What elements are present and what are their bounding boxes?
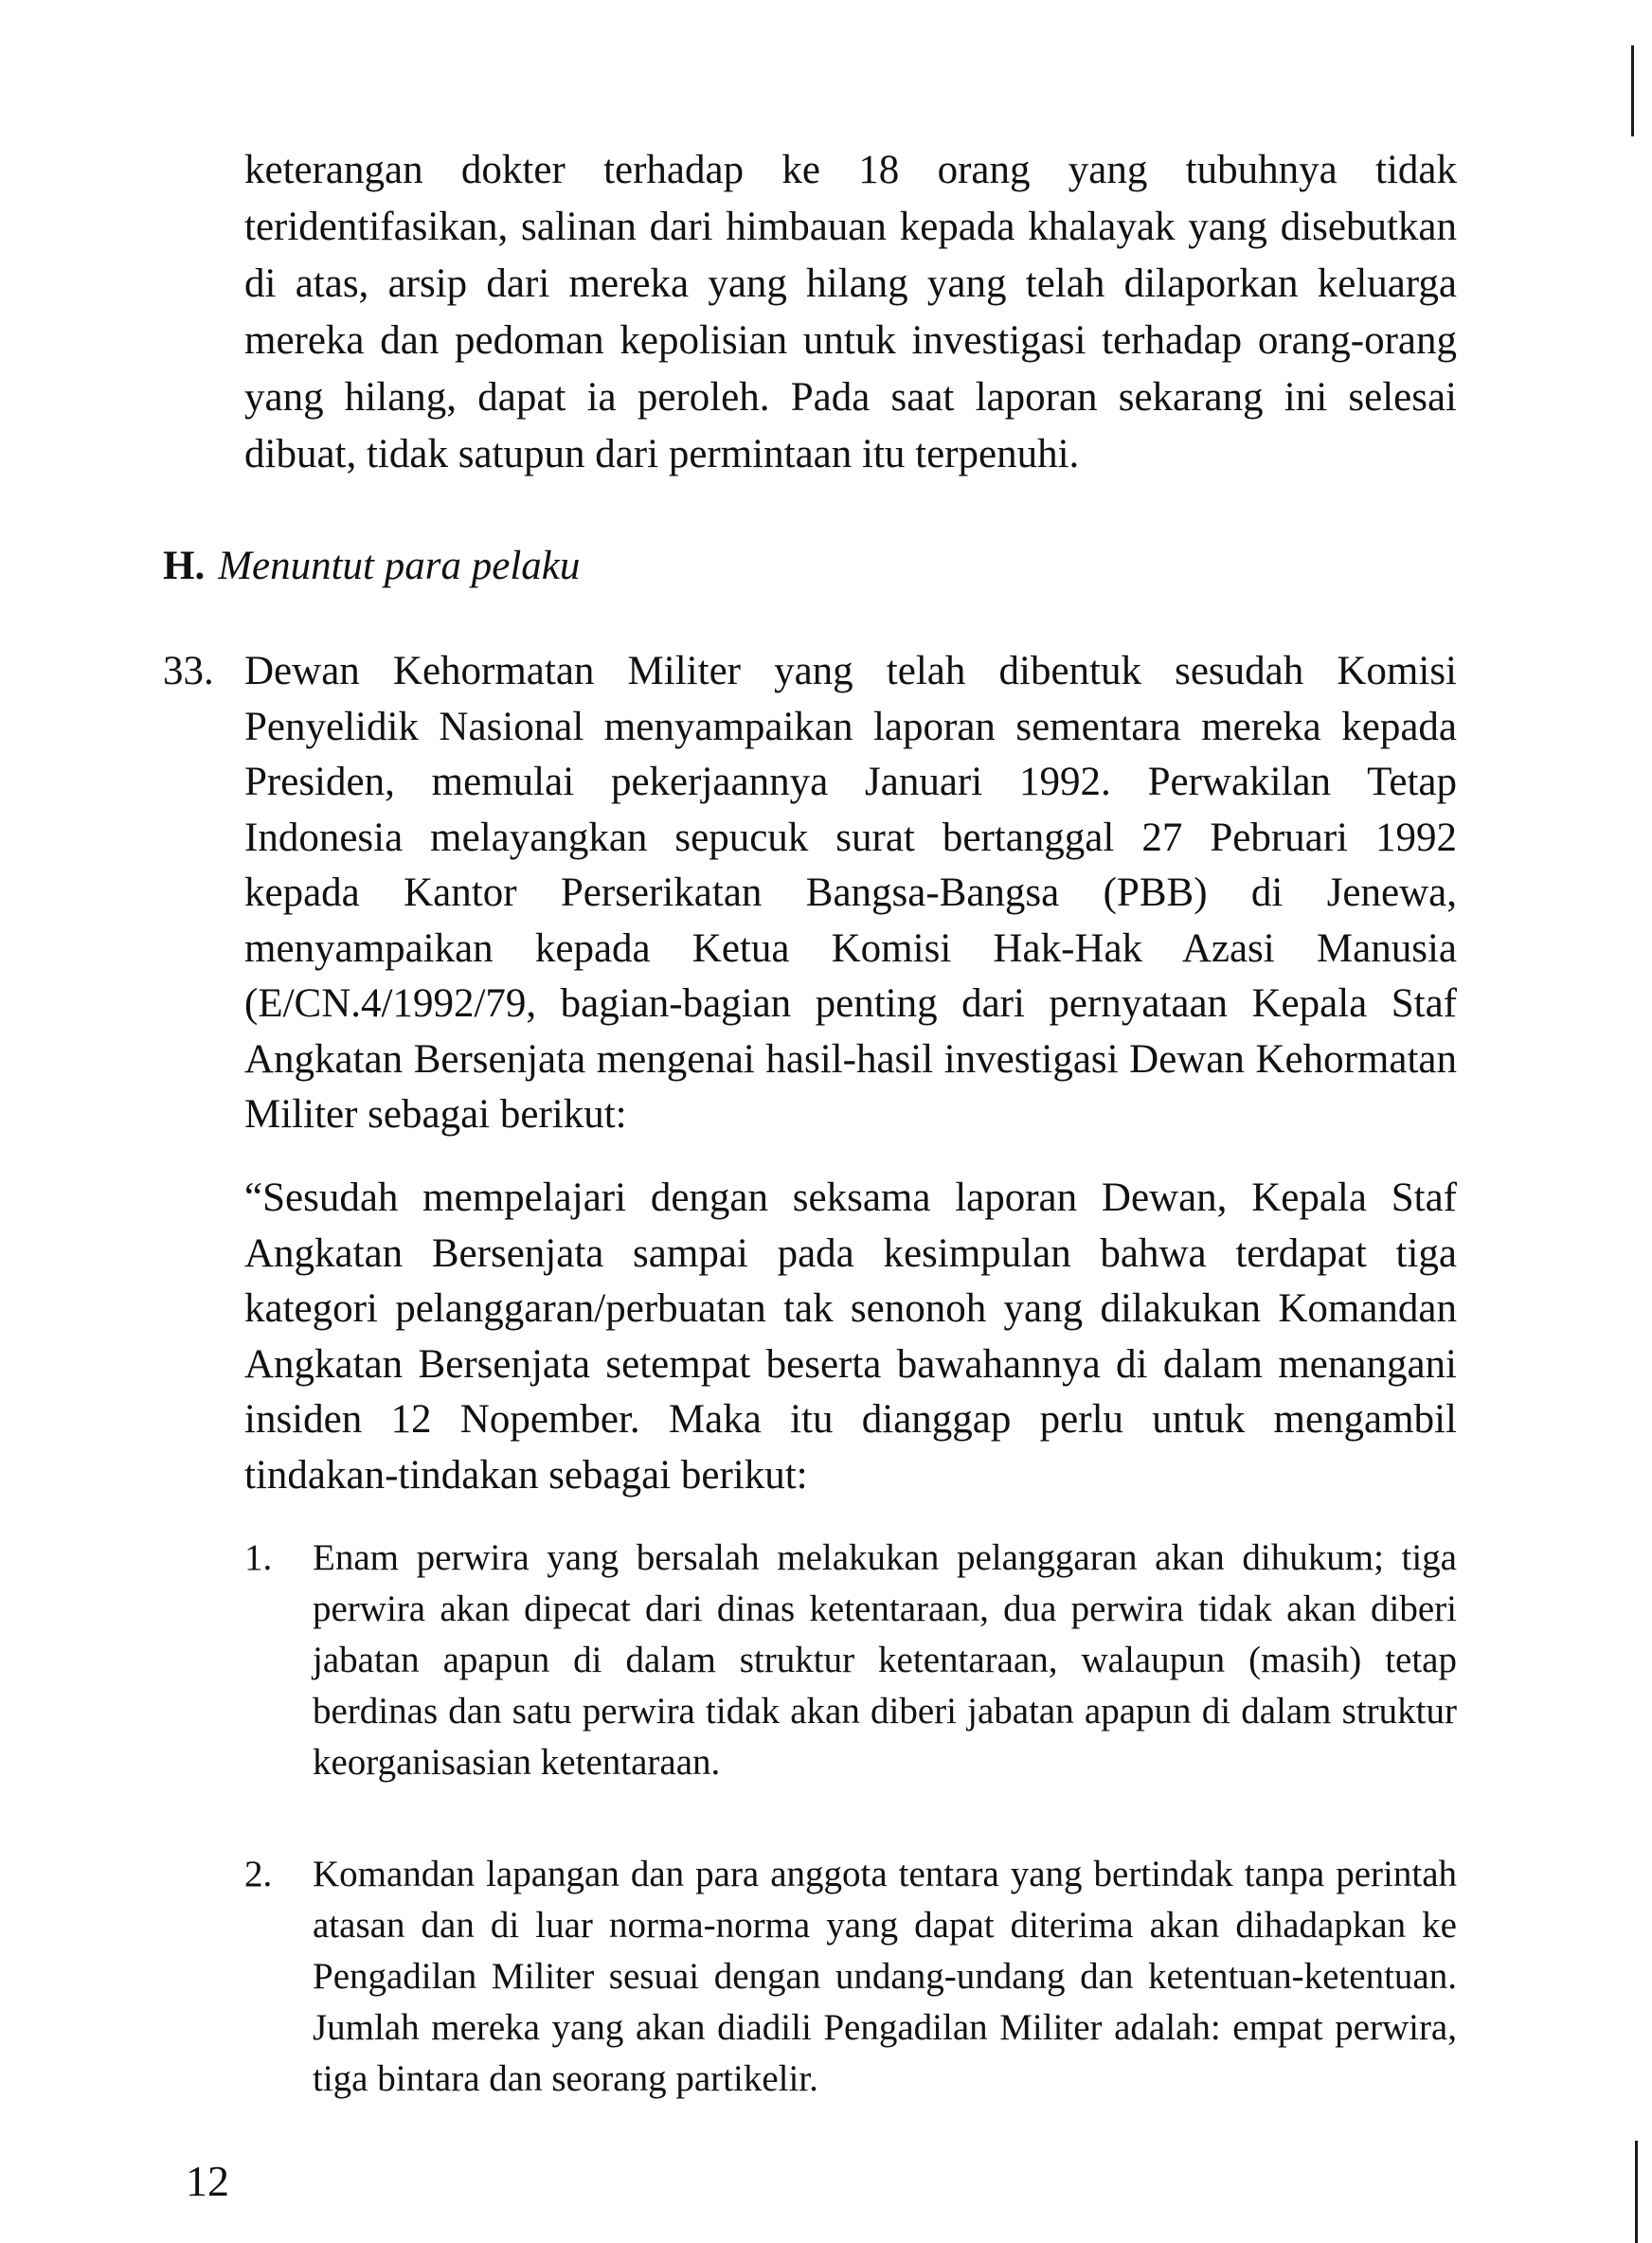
- intro-paragraph: keterangan dokter terhadap ke 18 orang yang tubuhnya tidak teridentifasikan, salinan dari himbauan kepada khalayak yang disebutkan di atas, arsip dari mereka yang hilang yang telah dilaporkan keluarga mereka dan pedoman kepolisian untuk investigasi terhadap orang-orang yang hilang, dapat ia peroleh. Pada saat laporan sekarang ini selesai dibuat, tidak satupun dari permintaan itu terpenuhi.: [244, 148, 1457, 476]
- section-title: Menuntut para pelaku: [218, 544, 581, 588]
- numbered-paragraph-33: [163, 644, 1457, 1143]
- section-letter: H.: [163, 544, 206, 588]
- paragraph-text: Dewan Kehormatan Militer yang telah dibentuk sesudah Komisi Penyelidik Nasional menyampaikan laporan sementara mereka kepada Presiden, memulai pekerjaannya Januari 1992. Perwakilan Tetap Indonesia melayangkan sepucuk surat bertanggal 27 Pebruari 1992 kepada Kantor Perserikatan Bangsa-Bangsa (PBB) di Jenewa, menyampaikan kepada Ketua Komisi Hak-Hak Azasi Manusia (E/CN.4/1992/79, bagian-bagian penting dari pernyataan Kepala Staf Angkatan Bersenjata mengenai hasil-hasil investigasi Dewan Kehormatan Militer sebagai berikut:: [244, 649, 1457, 1137]
- list-item-text: Komandan lapangan dan para anggota tentara yang bertindak tanpa perintah atasan dan di luar norma-norma yang dapat diterima akan dihadapkan ke Pengadilan Militer sesuai dengan undang-undang dan ketentuan-ketentuan. Jumlah mereka yang akan diadili Pengadilan Militer adalah: empat perwira, tiga bintara dan seorang partikelir.: [313, 1854, 1457, 2099]
- scan-edge-mark-top: [1631, 45, 1634, 136]
- paragraph-number: 33.: [163, 649, 214, 693]
- list-item-text: Enam perwira yang bersalah melakukan pelanggaran akan dihukum; tiga perwira akan dipecat dari dinas ketentaraan, dua perwira tidak akan diberi jabatan apapun di dalam struktur ketentaraan, walaupun (masih) tetap berdinas dan satu perwira tidak akan diberi jabatan apapun di dalam struktur keorganisasian ketentaraan.: [313, 1537, 1457, 1783]
- quoted-statement: “Sesudah mempelajari dengan seksama laporan Dewan, Kepala Staf Angkatan Bersenjata sampai pada kesimpulan bahwa terdapat tiga kategori pelanggaran/perbuatan tak senonoh yang dilakukan Komandan Angkatan Bersenjata setempat beserta bawahannya di dalam menangani insiden 12 Nopember. Maka itu dianggap perlu untuk mengambil tindakan-tindakan sebagai berikut:: [244, 1175, 1457, 1498]
- list-item-number: 1.: [244, 1537, 273, 1578]
- page-number: 12: [186, 2157, 229, 2205]
- section-heading: [163, 538, 580, 595]
- scan-edge-mark-bottom: [1635, 2141, 1638, 2243]
- list-item-number: 2.: [244, 1854, 273, 1894]
- list-item: [244, 1849, 1457, 2105]
- list-item: [244, 1533, 1457, 1788]
